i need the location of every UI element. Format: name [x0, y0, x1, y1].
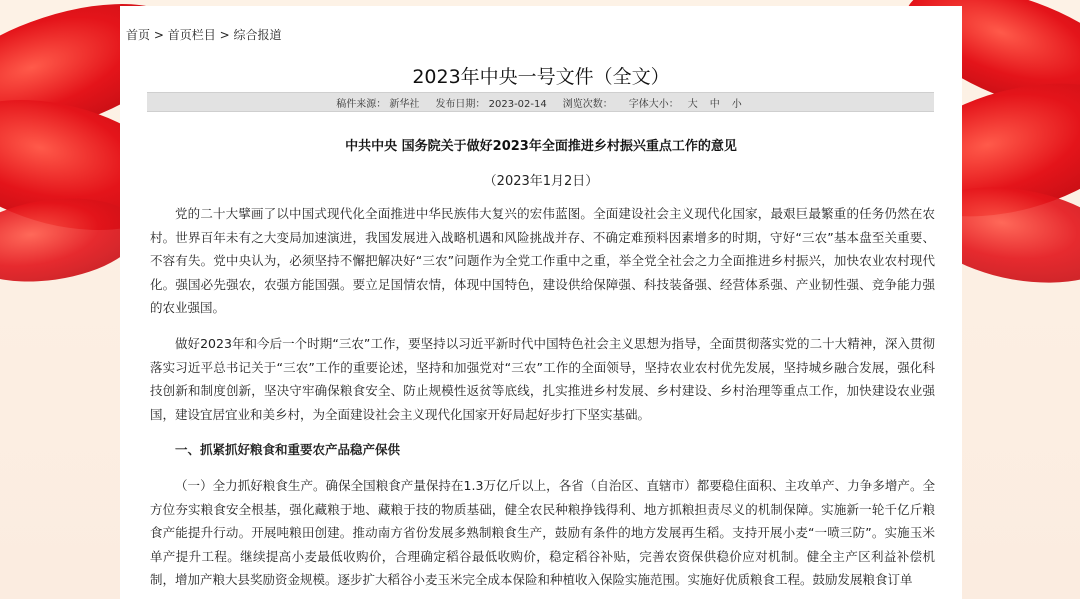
- font-size-label: 字体大小：: [628, 98, 679, 110]
- font-size-controls: [629, 95, 745, 110]
- article-date: 发布日期： 2023-02-14: [435, 98, 547, 110]
- document-title: 中共中央 国务院关于做好2023年全面推进乡村振兴重点工作的意见: [345, 139, 737, 154]
- font-size-large-button[interactable]: 大: [687, 98, 698, 110]
- article-paragraph: 做好2023年和今后一个时期“三农”工作，要坚持以习近平新时代中国特色社会主义思想为指导，全面贯彻落实党的二十大精神，深入贯彻落实习近平总书记关于“三农”工作的重要论述，坚持和加强党对“三农”工作的全面领导，坚持农业农村优先发展，坚持城乡融合发展，强化科技创新和制度创新，坚决守牢确保粮食安全、防止规模性返贫等底线，扎实推进乡村发展、乡村建设、乡村治理等重点工作，加快建设农业强国，建设宜居宜业和美乡村，为全面建设社会主义现代化国家开好局起好步打下坚实基础。: [150, 335, 935, 422]
- article-paragraph: 党的二十大擘画了以中国式现代化全面推进中华民族伟大复兴的宏伟蓝图。全面建设社会主义现代化国家，最艰巨最繁重的任务仍然在农村。世界百年未有之大变局加速演进，我国发展进入战略机遇和风险挑战并存、不确定难预料因素增多的时期，守好“三农”基本盘至关重要、不容有失。党中央认为，必须坚持不懈把解决好“三农”问题作为全党工作重中之重，举全党全社会之力全面推进乡村振兴，加快农业农村现代化。强国必先强农，农强方能国强。要立足国情农情，体现中国特色，建设供给保障强、科技装备强、经营体系强、产业韧性强、竞争能力强的农业强国。: [150, 206, 935, 316]
- article-page: [120, 6, 962, 599]
- breadcrumb: [126, 26, 281, 43]
- article-meta-bar: [147, 92, 934, 112]
- page-title: 2023年中央一号文件（全文）: [412, 66, 670, 88]
- article-paragraph: （一）全力抓好粮食生产。确保全国粮食产量保持在1.3万亿斤以上，各省（自治区、直辖市）都要稳住面积、主攻单产、力争多增产。全方位夯实粮食安全根基，强化藏粮于地、藏粮于技的物质基础，健全农民种粮挣钱得利、地方抓粮担责尽义的机制保障。实施新一轮千亿斤粮食产能提升行动。开展吨粮田创建。推动南方省份发展多熟制粮食生产，鼓励有条件的地方发展再生稻。支持开展小麦“一喷三防”。实施玉米单产提升工程。继续提高小麦最低收购价，合理确定稻谷最低收购价，稳定稻谷补贴，完善农资保供稳价应对机制。健全主产区利益补偿机制，增加产粮大县奖励资金规模。逐步扩大稻谷小麦玉米完全成本保险和种植收入保险实施范围。实施好优质粮食工程。鼓励发展粮食订单: [150, 477, 935, 588]
- section-heading: 一、抓紧抓好粮食和重要农产品稳产保供: [175, 442, 401, 458]
- article-body: [150, 202, 935, 599]
- breadcrumb-home-link[interactable]: 首页: [126, 28, 151, 42]
- breadcrumb-sub-link[interactable]: 综合报道: [233, 28, 282, 42]
- breadcrumb-section-link[interactable]: 首页栏目: [167, 28, 216, 42]
- document-date: （2023年1月2日）: [483, 174, 599, 189]
- article-views: 浏览次数：: [562, 98, 613, 110]
- font-size-medium-button[interactable]: 中: [709, 98, 720, 110]
- article-source: 稿件来源： 新华社: [336, 98, 420, 110]
- breadcrumb-separator: >: [219, 28, 230, 42]
- font-size-small-button[interactable]: 小: [731, 98, 742, 110]
- breadcrumb-separator: >: [153, 28, 164, 42]
